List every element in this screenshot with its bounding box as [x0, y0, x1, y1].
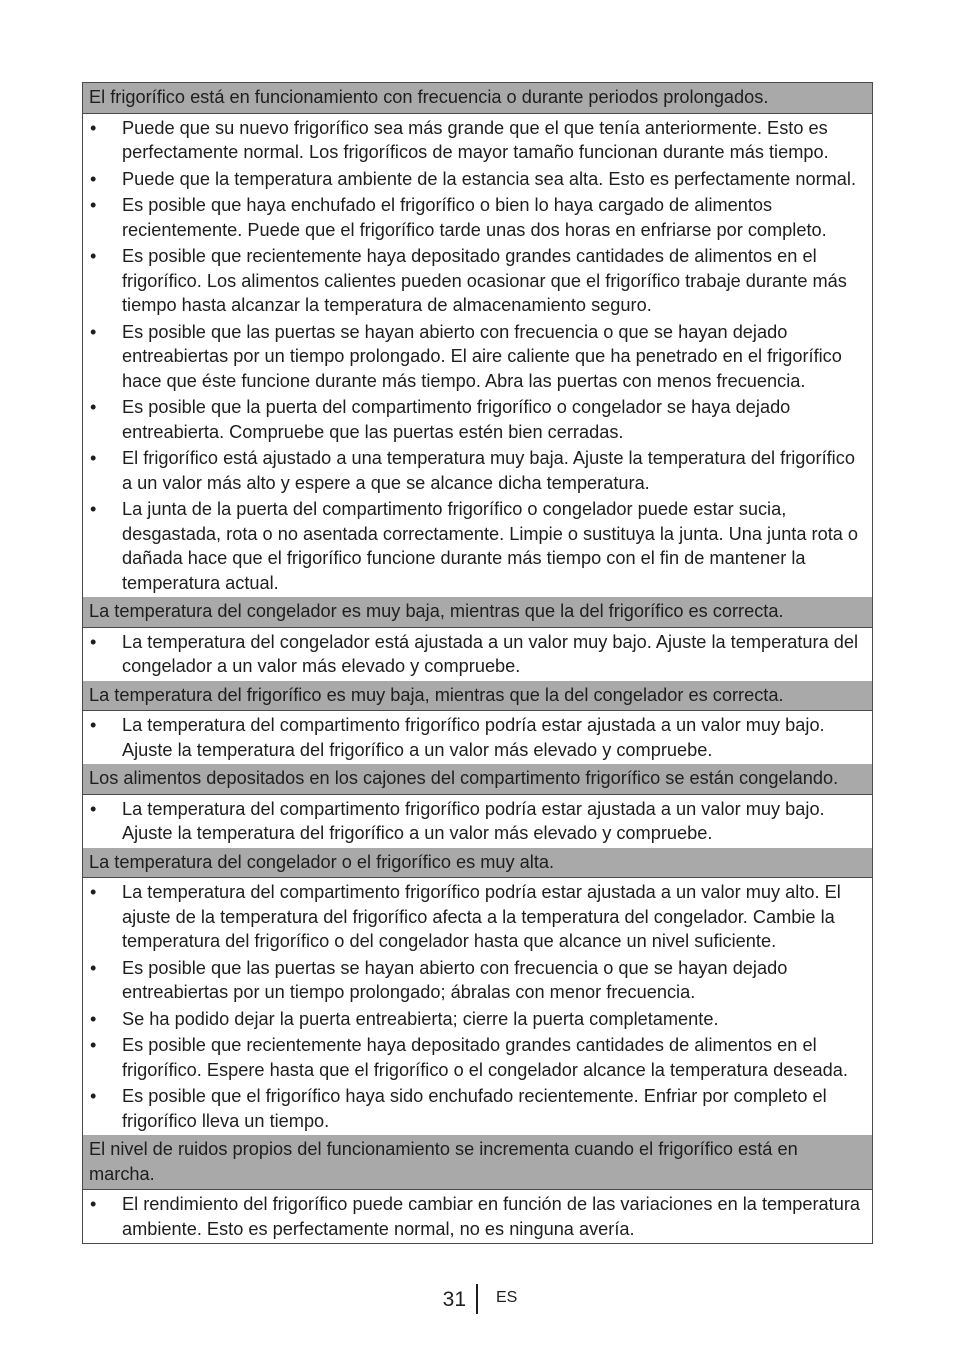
- list-item-text: Es posible que el frigorífico haya sido enchufado recientemente. Enfriar por completo el frigorífico lleva un tiempo.: [122, 1086, 827, 1131]
- section-body: [83, 795, 872, 848]
- list-item-text: Puede que su nuevo frigorífico sea más grande que el que tenía anteriormente. Esto es perfectamente normal. Los frigoríficos de mayor tamaño funcionan durante más tiempo.: [122, 117, 829, 162]
- list-item: [89, 320, 866, 394]
- bullet-icon: •: [90, 246, 97, 266]
- section-body: [83, 1190, 872, 1243]
- list-item-text: La junta de la puerta del compartimento frigorífico o congelador puede estar sucia, desgastada, rota o no asentada correctamente. Limpie o sustituya la junta. Una junta rota o dañada hace que el frigorífico funcione durante más tiempo con el fin de mantener la temperatura actual.: [122, 499, 859, 593]
- list-item-text: Es posible que las puertas se hayan abierto con frecuencia o que se hayan dejado entreabiertas por un tiempo prolongado. El aire caliente que ha penetrado en el frigorífico hace que éste funcione durante más tiempo. Abra las puertas con menos frecuencia.: [122, 321, 842, 391]
- bullet-icon: •: [90, 631, 97, 652]
- bullet-icon: •: [90, 1008, 97, 1029]
- troubleshooting-table: [82, 82, 873, 1244]
- section: [83, 764, 872, 848]
- list-item: [89, 797, 866, 846]
- bullet-icon: •: [90, 499, 97, 519]
- section-header: El frigorífico está en funcionamiento con frecuencia o durante periodos prolongados.: [83, 83, 872, 114]
- page-number: 31: [442, 1288, 466, 1311]
- list-item-text: La temperatura del compartimento frigorífico podría estar ajustada a un valor muy bajo. Ajuste la temperatura del frigorífico a un valor más elevado y compruebe.: [122, 715, 825, 760]
- section-header: La temperatura del congelador o el frigorífico es muy alta.: [83, 848, 872, 879]
- list-item: [89, 244, 866, 318]
- bullet-icon: •: [90, 168, 97, 189]
- bullet-icon: •: [90, 715, 97, 735]
- section-header: La temperatura del congelador es muy baja, mientras que la del frigorífico es correcta.: [83, 597, 872, 628]
- list-item: [89, 880, 866, 954]
- list-item-text: El rendimiento del frigorífico puede cambiar en función de las variaciones en la temperatura ambiente. Esto es perfectamente normal, no es ninguna avería.: [122, 1194, 861, 1239]
- list-item-text: La temperatura del compartimento frigorífico podría estar ajustada a un valor muy bajo. Ajuste la temperatura del frigorífico a un valor más elevado y compruebe.: [122, 798, 825, 843]
- list-item: [89, 1084, 866, 1133]
- list-item-text: Es posible que haya enchufado el frigorífico o bien lo haya cargado de alimentos recientemente. Puede que el frigorífico tarde unas dos horas en enfriarse por completo.: [122, 195, 827, 240]
- list-item: [89, 446, 866, 495]
- footer-divider: [476, 1284, 478, 1314]
- list-item: [89, 1192, 866, 1241]
- section-header: El nivel de ruidos propios del funcionamiento se incrementa cuando el frigorífico está en marcha.: [83, 1135, 872, 1190]
- list-item: [89, 167, 866, 192]
- list-item-text: Es posible que recientemente haya depositado grandes cantidades de alimentos en el frigorífico. Espere hasta que el frigorífico o el congelador alcance la temperatura deseada.: [122, 1035, 848, 1080]
- bullet-icon: •: [90, 117, 97, 138]
- list-item: [89, 1007, 866, 1032]
- section-body: [83, 711, 872, 764]
- list-item-text: Es posible que las puertas se hayan abierto con frecuencia o que se hayan dejado entreabiertas por un tiempo prolongado; ábralas con menor frecuencia.: [122, 957, 788, 1002]
- bullet-icon: •: [90, 195, 97, 215]
- list-item: [89, 497, 866, 595]
- list-item: [89, 193, 866, 242]
- list-item: [89, 630, 866, 679]
- bullet-icon: •: [90, 798, 97, 819]
- bullet-icon: •: [90, 1194, 97, 1214]
- section: [83, 681, 872, 765]
- list-item: [89, 956, 866, 1005]
- bullet-icon: •: [90, 882, 97, 902]
- section: [83, 83, 872, 597]
- section: [83, 848, 872, 1136]
- list-item-text: Se ha podido dejar la puerta entreabierta; cierre la puerta completamente.: [122, 1008, 719, 1029]
- list-item-text: Es posible que recientemente haya depositado grandes cantidades de alimentos en el frigorífico. Los alimentos calientes pueden ocasionar que el frigorífico trabaje durante más tiempo hasta alcanzar la temperatura de almacenamiento seguro.: [122, 246, 847, 315]
- bullet-icon: •: [90, 1035, 97, 1055]
- page-footer: [0, 1284, 954, 1318]
- section-body: [83, 628, 872, 681]
- section: [83, 597, 872, 681]
- list-item: [89, 395, 866, 444]
- section-header: La temperatura del frigorífico es muy baja, mientras que la del congelador es correcta.: [83, 681, 872, 712]
- list-item-text: La temperatura del congelador está ajustada a un valor muy bajo. Ajuste la temperatura del congelador a un valor más elevado y compruebe.: [122, 631, 859, 676]
- section-header: Los alimentos depositados en los cajones del compartimento frigorífico se están congelando.: [83, 764, 872, 795]
- list-item-text: La temperatura del compartimento frigorífico podría estar ajustada a un valor muy alto. El ajuste de la temperatura del frigorífico afecta a la temperatura del congelador. Cambie la temperatura del frigorífico o del congelador hasta que alcance un nivel suficiente.: [122, 882, 841, 951]
- bullet-icon: •: [90, 321, 97, 342]
- list-item: [89, 116, 866, 165]
- bullet-icon: •: [90, 448, 97, 468]
- bullet-icon: •: [90, 1086, 97, 1106]
- section-body: [83, 114, 872, 598]
- list-item-text: El frigorífico está ajustado a una temperatura muy baja. Ajuste la temperatura del frigorífico a un valor más alto y espere a que se alcance dicha temperatura.: [122, 448, 855, 493]
- list-item-text: Puede que la temperatura ambiente de la estancia sea alta. Esto es perfectamente normal.: [122, 168, 857, 189]
- bullet-icon: •: [90, 397, 97, 417]
- language-code: ES: [496, 1289, 518, 1306]
- bullet-icon: •: [90, 957, 97, 978]
- list-item: [89, 713, 866, 762]
- section: [83, 1135, 872, 1243]
- list-item-text: Es posible que la puerta del compartimento frigorífico o congelador se haya dejado entreabierta. Compruebe que las puertas estén bien cerradas.: [122, 397, 791, 442]
- section-body: [83, 878, 872, 1135]
- list-item: [89, 1033, 866, 1082]
